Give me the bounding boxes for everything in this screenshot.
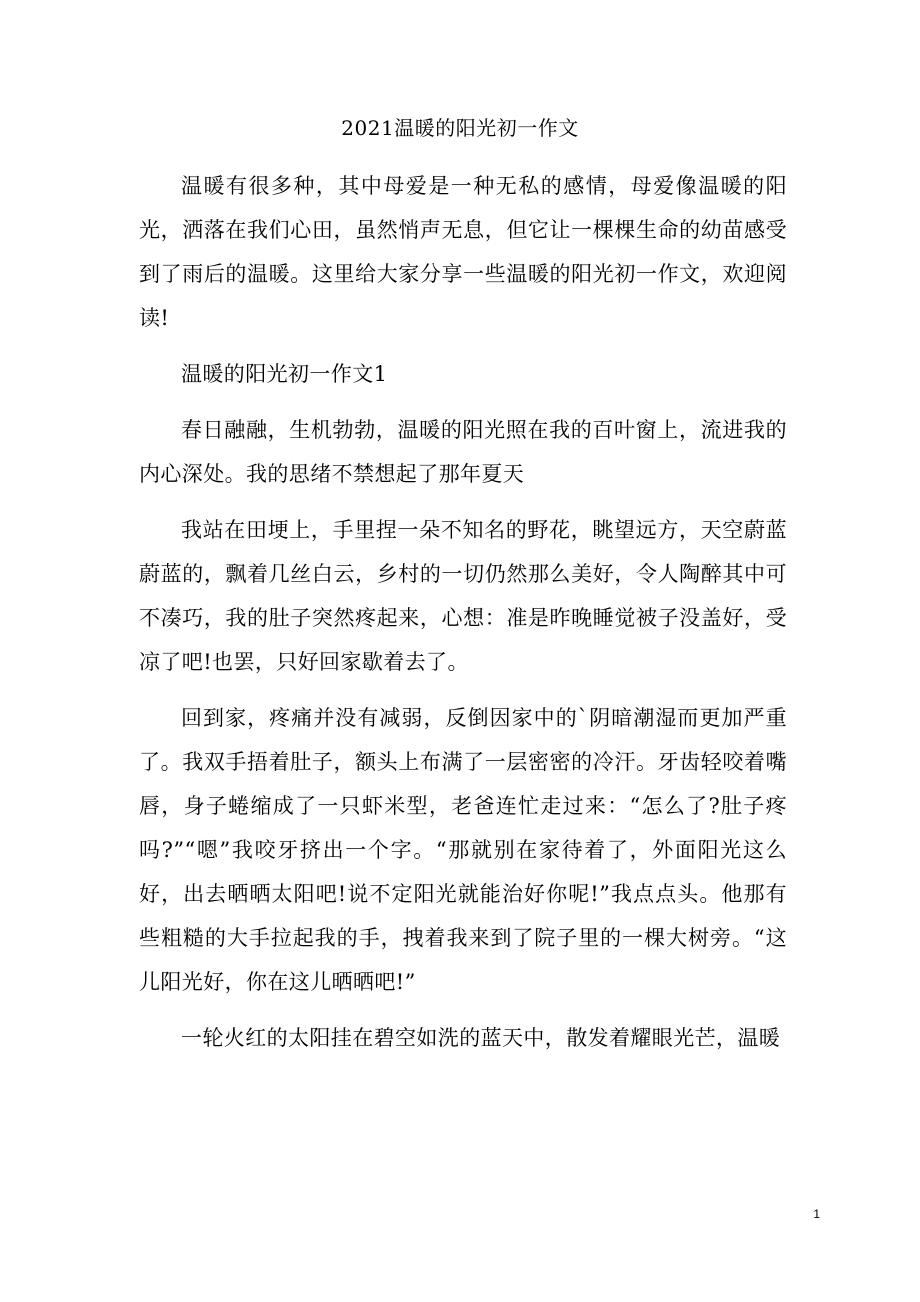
body-paragraph: 春日融融，生机勃勃，温暖的阳光照在我的百叶窗上，流进我的内心深处。我的思绪不禁想起了那年夏天 [139, 418, 787, 486]
document-title: 2021温暖的阳光初一作文 [341, 116, 579, 140]
page-number: 1 [813, 1207, 820, 1221]
body-paragraph: 回到家，疼痛并没有减弱，反倒因家中的`阴暗潮湿而更加严重了。我双手捂着肚子，额头上布满了一层密密的冷汗。牙齿轻咬着嘴唇，身子蜷缩成了一只虾米型，老爸连忙走过来：“怎么了?肚子疼吗?”“嗯”我咬牙挤出一个字。“那就别在家待着了，外面阳光这么好，出去晒晒太阳吧!说不定阳光就能治好你呢!”我点点头。他那有些粗糙的大手拉起我的手，拽着我来到了院子里的一棵大树旁。“这儿阳光好，你在这儿晒晒吧!” [139, 706, 787, 994]
intro-paragraph: 温暖有很多种，其中母爱是一种无私的感情，母爱像温暖的阳光，洒落在我们心田，虽然悄声无息，但它让一棵棵生命的幼苗感受到了雨后的温暖。这里给大家分享一些温暖的阳光初一作文，欢迎阅读! [139, 174, 787, 330]
body-paragraph: 一轮火红的太阳挂在碧空如洗的蓝天中，散发着耀眼光芒，温暖 [181, 1026, 781, 1050]
section-heading: 温暖的阳光初一作文1 [181, 362, 388, 386]
body-paragraph: 我站在田埂上，手里捏一朵不知名的野花，眺望远方，天空蔚蓝蔚蓝的，飘着几丝白云，乡村的一切仍然那么美好，令人陶醉其中可不凑巧，我的肚子突然疼起来，心想：准是昨晚睡觉被子没盖好，受凉了吧!也罢，只好回家歇着去了。 [139, 518, 787, 674]
document-body [139, 164, 787, 1072]
